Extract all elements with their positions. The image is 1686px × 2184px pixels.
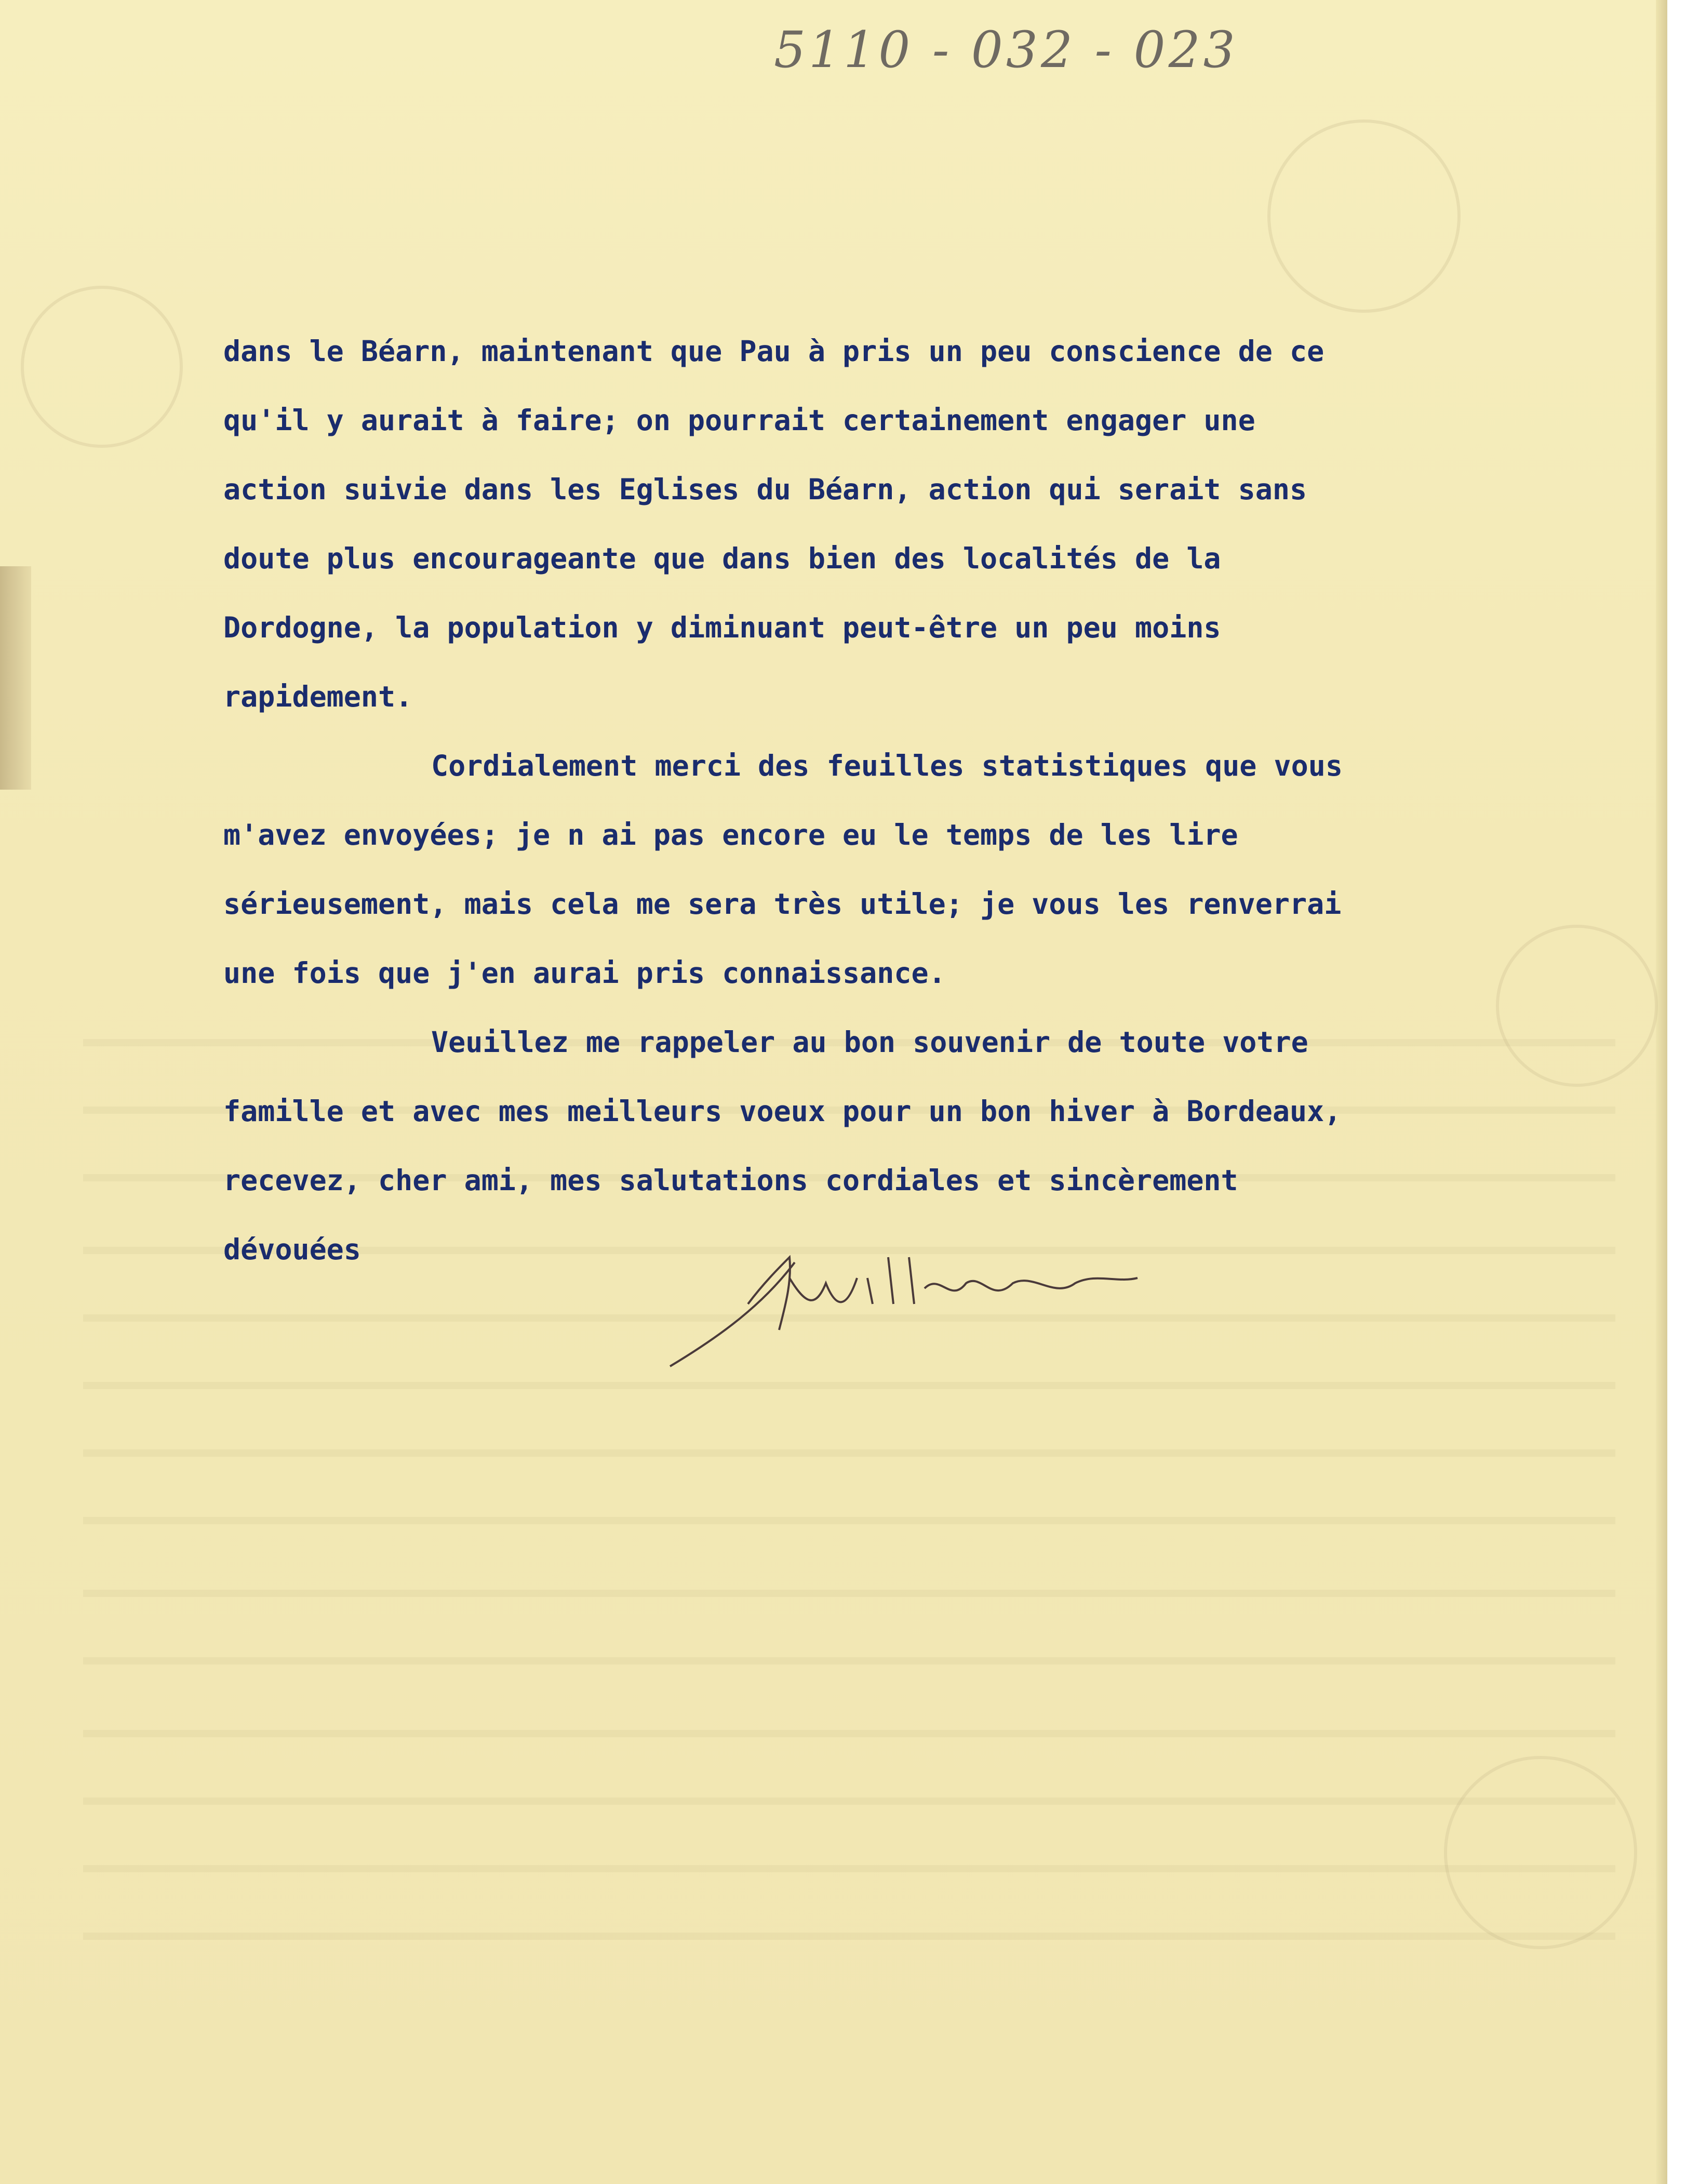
bleed-through-line xyxy=(83,1797,1615,1805)
letter-line: dévouées xyxy=(223,1233,361,1266)
letter-body xyxy=(223,317,1605,1284)
handwritten-signature xyxy=(660,1226,1143,1371)
letter-line: Dordogne, la population y diminuant peut-être un peu moins xyxy=(223,611,1221,644)
bleed-through-line xyxy=(83,1730,1615,1737)
bleed-through-line xyxy=(83,1382,1615,1389)
letter-line: Veuillez me rappeler au bon souvenir de toute votre xyxy=(431,1026,1308,1059)
letter-line: qu'il y aurait à faire; on pourrait certainement engager une xyxy=(223,404,1255,437)
bleed-through-line xyxy=(83,1517,1615,1524)
letter-line: Cordialement merci des feuilles statistiques que vous xyxy=(431,749,1343,782)
letter-line: dans le Béarn, maintenant que Pau à pris un peu conscience de ce xyxy=(223,335,1324,368)
letter-line: rapidement. xyxy=(223,680,413,713)
bleed-through-line xyxy=(83,1449,1615,1457)
bleed-through-line xyxy=(83,1933,1615,1940)
letter-line: action suivie dans les Eglises du Béarn, action qui serait sans xyxy=(223,473,1307,506)
letter-line: sérieusement, mais cela me sera très utile; je vous les renverrai xyxy=(223,887,1342,921)
bleed-through-line xyxy=(83,1657,1615,1664)
torn-left-edge xyxy=(0,566,31,790)
right-page-edge xyxy=(1656,0,1667,2184)
letter-line: recevez, cher ami, mes salutations cordiales et sincèrement xyxy=(223,1164,1238,1197)
bleed-through-line xyxy=(83,1865,1615,1872)
embossed-seal xyxy=(1267,119,1461,313)
letter-line: m'avez envoyées; je n ai pas encore eu le temps de les lire xyxy=(223,818,1238,851)
letter-line: famille et avec mes meilleurs voeux pour un bon hiver à Bordeaux, xyxy=(223,1095,1342,1128)
letter-line: une fois que j'en aurai pris connaissance. xyxy=(223,956,946,990)
embossed-seal xyxy=(21,286,183,448)
embossed-seal xyxy=(1444,1756,1637,1949)
letter-line: doute plus encourageante que dans bien des localités de la xyxy=(223,542,1221,575)
bleed-through-line xyxy=(83,1590,1615,1597)
archive-reference: 5110 - 032 - 023 xyxy=(774,21,1238,79)
